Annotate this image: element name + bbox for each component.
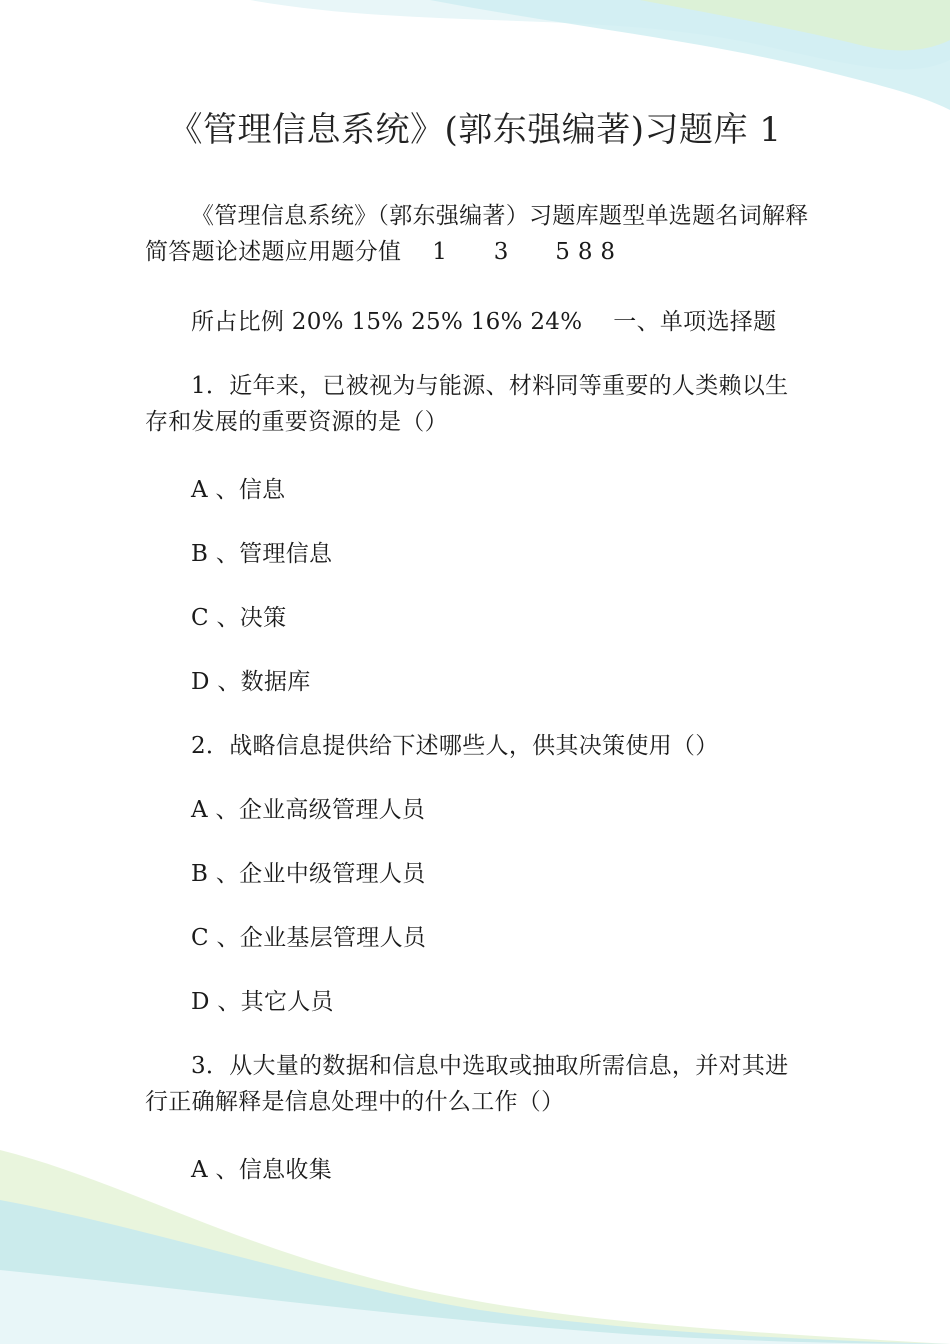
page-title: 《管理信息系统》(郭东强编著)习题库 1 xyxy=(168,110,782,150)
question-1-option-b: B 、管理信息 xyxy=(191,541,333,567)
question-1-option-a: A 、信息 xyxy=(191,477,286,503)
intro-ratio-paragraph: 所占比例 20% 15% 25% 16% 24% 一、单项选择题 xyxy=(191,309,777,335)
question-2-stem: 2．战略信息提供给下述哪些人，供其决策使用（） xyxy=(191,733,719,759)
question-1-stem: 1．近年来，已被视为与能源、材料同等重要的人类赖以生存和发展的重要资源的是（） xyxy=(145,373,789,435)
intro-paragraph: 《管理信息系统》（郭东强编著）习题库题型单选题名词解释简答题论述题应用题分值 1 3 5 8 8 xyxy=(145,203,809,265)
question-1-option-c: C 、决策 xyxy=(191,605,287,631)
question-2-option-c: C 、企业基层管理人员 xyxy=(191,925,427,951)
question-2-option-d: D 、其它人员 xyxy=(191,989,334,1015)
question-3-option-a: A 、信息收集 xyxy=(191,1157,333,1183)
question-1-option-d: D 、数据库 xyxy=(191,669,311,695)
question-2-option-b: B 、企业中级管理人员 xyxy=(191,861,426,887)
question-3-stem: 3．从大量的数据和信息中选取或抽取所需信息，并对其进行正确解释是信息处理中的什么工作（） xyxy=(145,1053,789,1115)
question-2-option-a: A 、企业高级管理人员 xyxy=(191,797,426,823)
